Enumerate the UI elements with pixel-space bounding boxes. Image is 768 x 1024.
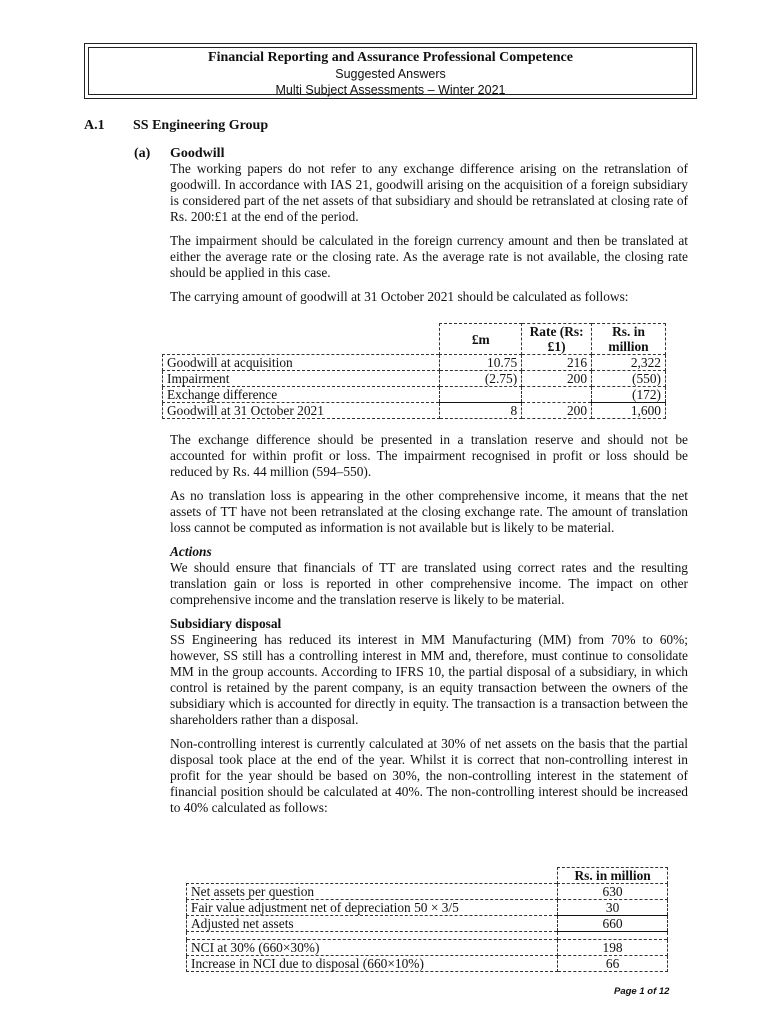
section-heading [84, 118, 268, 134]
column-header: Rs. in million [592, 324, 666, 355]
nci-table [186, 867, 668, 972]
cell-rs: (172) [592, 387, 666, 403]
cell-value: 66 [558, 956, 668, 972]
table-row [163, 371, 666, 387]
cell-rate: 200 [522, 371, 592, 387]
table-row [187, 884, 668, 900]
paragraph: SS Engineering has reduced its interest in MM Manufacturing (MM) from 70% to 60%; however, SS still has a controlling interest in MM and, therefore, must continue to consolidate MM in the group accounts. According to IFRS 10, the partial disposal of a subsidiary, in which control is retained by the parent company, is an equity transaction between the owners of the subsidiary which is accounted for directly in equity. The transaction is a transaction between the shareholders rather than a disposal. [170, 632, 688, 727]
row-label: Adjusted net assets [187, 916, 558, 932]
table-row [163, 387, 666, 403]
subsidiary-disposal-heading: Subsidiary disposal [170, 616, 282, 631]
row-label: Fair value adjustment net of depreciation 50 × 3/5 [187, 900, 558, 916]
column-header: £m [440, 324, 522, 355]
cell-gbp: 8 [440, 403, 522, 419]
paragraph: The impairment should be calculated in the foreign currency amount and then be translated at either the average rate or the closing rate. As the average rate is not available, the closing rate should be applied in this case. [170, 233, 688, 280]
table-row [163, 403, 666, 419]
cell-value: 198 [558, 940, 668, 956]
cell-value: 30 [558, 900, 668, 916]
section-number: A.1 [84, 118, 105, 133]
row-label: Goodwill at 31 October 2021 [163, 403, 440, 419]
table-row [187, 940, 668, 956]
table-header-row [187, 868, 668, 884]
cell-rs: 2,322 [592, 355, 666, 371]
cell-gbp [440, 387, 522, 403]
table-header-row [163, 324, 666, 355]
body-text [170, 161, 688, 313]
subsection-title: Goodwill [170, 146, 225, 161]
cell-value: 660 [558, 916, 668, 932]
column-header: Rate (Rs:£1) [522, 324, 592, 355]
row-label: Net assets per question [187, 884, 558, 900]
actions-heading: Actions [170, 544, 212, 559]
goodwill-table [162, 323, 666, 419]
document-title: Financial Reporting and Assurance Professional Competence [208, 50, 573, 65]
table-row [163, 355, 666, 371]
paragraph: As no translation loss is appearing in the other comprehensive income, it means that the net assets of TT have not been retranslated at the closing exchange rate. The amount of translation loss cannot be computed as information is not available but is likely to be material. [170, 488, 688, 535]
row-label: Goodwill at acquisition [163, 355, 440, 371]
subsection-heading [134, 146, 224, 162]
table-row [187, 900, 668, 916]
cell-rs: 1,600 [592, 403, 666, 419]
subsection-number: (a) [134, 146, 151, 161]
page-number: Page 1 of 12 [614, 986, 670, 997]
document-subtitle: Suggested Answers [335, 67, 446, 81]
table-row [187, 916, 668, 932]
cell-rs: (550) [592, 371, 666, 387]
cell-gbp: (2.75) [440, 371, 522, 387]
cell-rate [522, 387, 592, 403]
cell-rate: 216 [522, 355, 592, 371]
paragraph: The carrying amount of goodwill at 31 October 2021 should be calculated as follows: [170, 289, 629, 304]
body-text [170, 432, 688, 824]
section-title: SS Engineering Group [133, 118, 269, 133]
table-row [187, 956, 668, 972]
table-row [187, 932, 668, 940]
row-label: NCI at 30% (660×30%) [187, 940, 558, 956]
row-label: Impairment [163, 371, 440, 387]
paragraph: We should ensure that financials of TT are translated using correct rates and the resulting translation gain or loss is reported in other comprehensive income. The impact on other comprehensive income and the translation reserve is likely to be material. [170, 560, 688, 607]
paragraph: The exchange difference should be presented in a translation reserve and should not be accounted for within profit or loss. The impairment recognised in profit or loss should be reduced by Rs. 44 million (594–550). [170, 432, 688, 479]
cell-rate: 200 [522, 403, 592, 419]
column-header: Rs. in million [558, 868, 668, 884]
cell-gbp: 10.75 [440, 355, 522, 371]
cell-value: 630 [558, 884, 668, 900]
paragraph: Non-controlling interest is currently calculated at 30% of net assets on the basis that the partial disposal took place at the end of the year. Whilst it is correct that non-controlling interest in profit for the year should be based on 30%, the non-controlling interest in the statement of financial position should be calculated at 40%. The non-controlling interest should be increased to 40% calculated as follows: [170, 736, 688, 815]
header-inner-box [88, 47, 693, 95]
header-box [84, 43, 697, 99]
row-label: Exchange difference [163, 387, 440, 403]
paragraph: The working papers do not refer to any exchange difference arising on the retranslation of goodwill. In accordance with IAS 21, goodwill arising on the acquisition of a foreign subsidiary is considered part of the net assets of that subsidiary and should be retranslated at closing rate of Rs. 200:£1 at the end of the period. [170, 161, 688, 224]
row-label: Increase in NCI due to disposal (660×10%) [187, 956, 558, 972]
document-session: Multi Subject Assessments – Winter 2021 [275, 83, 506, 97]
